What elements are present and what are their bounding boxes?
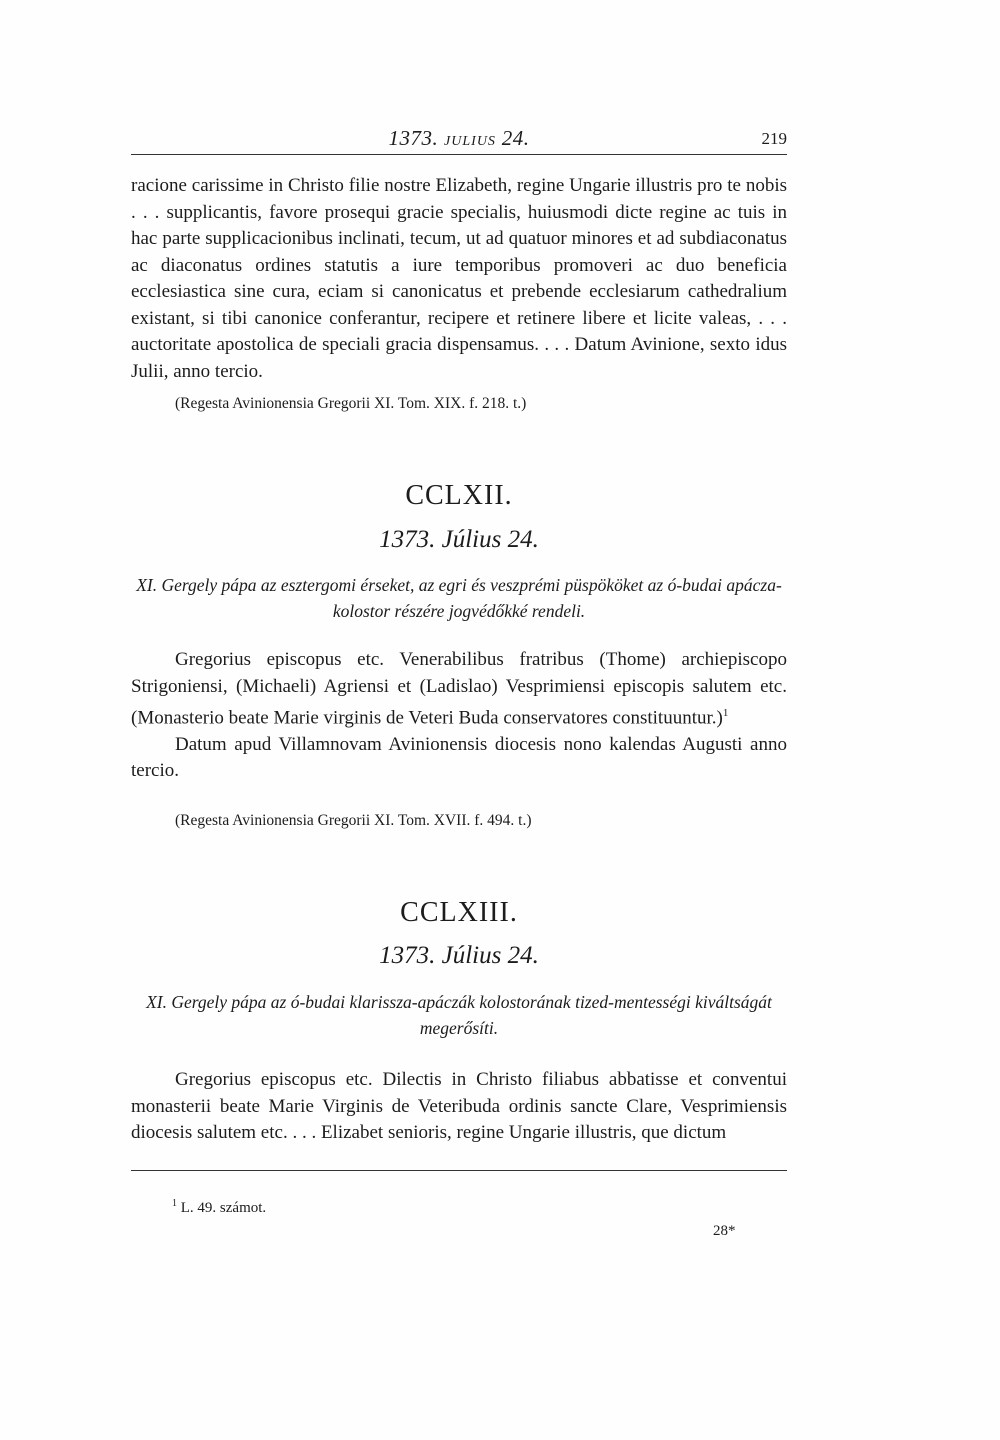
doc2-regest: XI. Gergely pápa az ó-budai klarissza-apáczák kolostorának tized-mentességi kiváltságát megerősíti. [146, 992, 772, 1038]
doc1-regest: XI. Gergely pápa az esztergomi érseket, az egri és veszprémi püspököket az ó-budai apácza-kolostor részére jogvédőkké rendeli. [136, 575, 782, 621]
doc1-number: CCLXII. [405, 480, 513, 511]
doc1-source: (Regesta Avinionensia Gregorii XI. Tom. XVII. f. 494. t.) [175, 812, 532, 829]
running-head [131, 126, 787, 155]
doc2-body [131, 1067, 787, 1147]
footnote-ref: 1 [722, 707, 729, 719]
footnote-divider [131, 1170, 787, 1171]
continuation-source: (Regesta Avinionensia Gregorii XI. Tom. XIX. f. 218. t.) [175, 395, 527, 412]
header-year: 1373. [388, 126, 439, 150]
doc1-paragraph-1-text: Gregorius episcopus etc. Venerabilibus fratribus (Thome) archiepiscopo Strigoniensi, (Michaeli) Agriensi et (Ladislao) Vesprimiensi episcopis salutem etc. (Monasterio beate Marie virginis de Veteri Buda conservatores constituuntur.) [131, 649, 787, 729]
printer-signature: 28* [713, 1223, 736, 1239]
page-number: 219 [761, 129, 787, 148]
header-day: 24. [501, 126, 530, 150]
header-month: JULIUS [444, 134, 496, 149]
footnote-text: L. 49. számot. [180, 1200, 267, 1216]
running-head-title [131, 126, 787, 151]
doc1-paragraph-2: Datum apud Villamnovam Avinionensis diocesis nono kalendas Augusti anno tercio. [131, 733, 787, 782]
doc1-body [131, 647, 787, 785]
doc1-date: 1373. Július 24. [379, 526, 539, 553]
continuation-paragraph: racione carissime in Christo filie nostre Elizabeth, regine Ungarie illustris pro te nobis . . . supplicantis, favore prosequi gracie specialis, huiusmodi dicte regine ac tuis in hac parte supplicacionibus inclinati, tecum, ut ad quatuor minores et ad subdiaconatus ac diaconatus ordines statutis a iure temporibus promoveri ac duo beneficia ecclesiastica sine cura, eciam si canonicatus et prebende ecclesiarum cathedralium existant, si tibi canonice conferantur, recipere et retinere libere et licite valeas, . . . auctoritate apostolica de speciali gracia dispensamus. . . . Datum Avinione, sexto idus Julii, anno tercio. [131, 175, 787, 382]
footnote [172, 1198, 266, 1217]
doc2-date: 1373. Július 24. [379, 942, 539, 969]
continuation-text [131, 173, 787, 385]
doc1-paragraph-1 [131, 647, 787, 732]
doc2-paragraph-1: Gregorius episcopus etc. Dilectis in Christo filiabus abbatisse et conventui monasterii beate Marie Virginis de Veteribuda ordinis sancte Clare, Vesprimiensis diocesis salutem etc. . . . Elizabet senioris, regine Ungarie illustris, que dictum [131, 1069, 787, 1143]
footnote-marker: 1 [172, 1198, 177, 1209]
doc2-number: CCLXIII. [400, 897, 518, 928]
